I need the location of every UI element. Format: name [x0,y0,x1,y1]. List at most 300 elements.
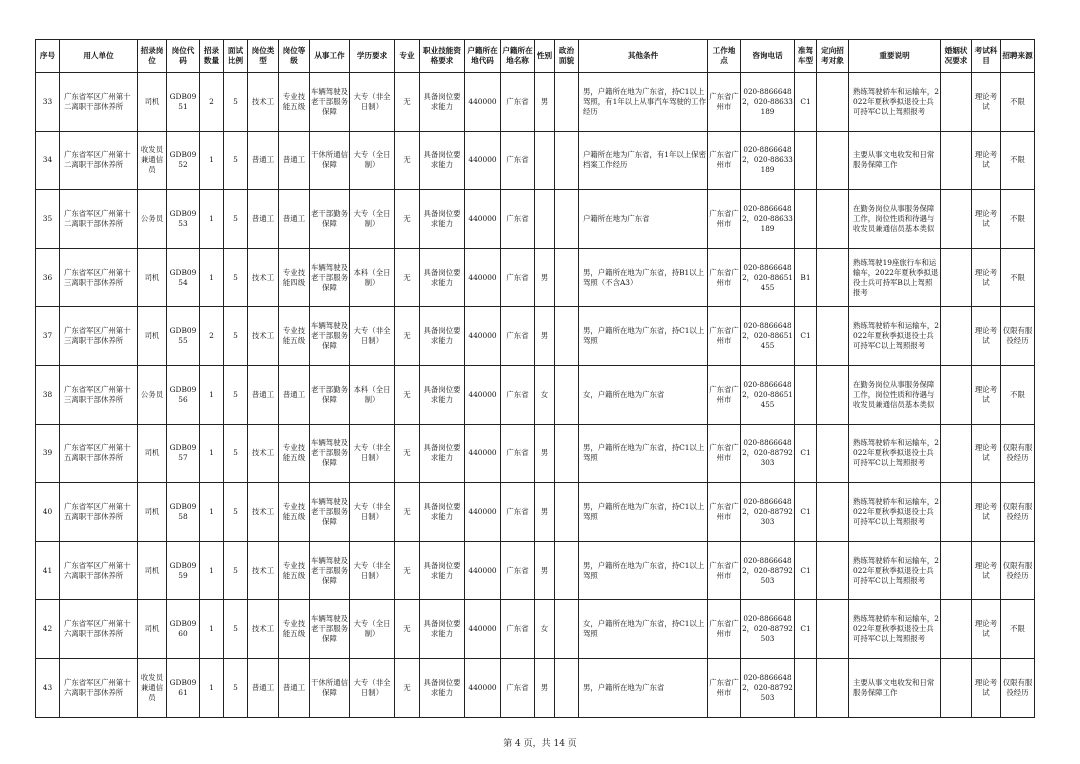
table-cell: 大专（非全日制） [350,483,395,542]
table-cell: 老干部勤务保障 [310,190,350,249]
table-cell: 广东省军区广州第十二离职干部休养所 [60,190,138,249]
table-cell: 女，户籍所在地为广东省 [579,365,708,424]
table-cell: 020-88666482，020-88633189 [741,73,795,132]
table-cell: 广东省广州市 [708,190,741,249]
table-cell: 2 [200,73,224,132]
table-cell: 户籍所在地为广东省 [579,190,708,249]
header-cell: 考试科目 [972,40,1001,73]
table-cell: GDB0954 [167,248,200,307]
table-cell: 020-88666482，020-88633189 [741,190,795,249]
table-cell: 广东省军区广州第十三离职干部休养所 [60,307,138,366]
table-cell: 男，户籍所在地为广东省，持C1以上驾照 [579,424,708,483]
table-cell: GDB0955 [167,307,200,366]
table-cell: 广东省 [501,600,535,659]
table-cell: 不限 [1001,248,1035,307]
table-cell: 技术工 [248,424,279,483]
table-cell: 男 [535,73,555,132]
table-cell: C1 [795,307,817,366]
table-row [36,424,1035,483]
table-cell: 车辆驾驶及老干部服务保障 [310,248,350,307]
table-cell: 广东省广州市 [708,483,741,542]
header-row [36,40,1035,73]
table-cell: 司机 [138,307,167,366]
table-cell: 5 [224,600,248,659]
table-row [36,248,1035,307]
table-cell: 男 [535,483,555,542]
table-cell: 5 [224,365,248,424]
table-cell [795,190,817,249]
table-cell: GDB0956 [167,365,200,424]
table-cell: 普通工 [248,131,279,190]
table-cell: 广东省军区广州第十二离职干部休养所 [60,73,138,132]
table-cell: 广东省广州市 [708,307,741,366]
table-cell: 1 [200,541,224,600]
table-cell: 广东省军区广州第十六离职干部休养所 [60,541,138,600]
table-cell: 技术工 [248,307,279,366]
table-row [36,73,1035,132]
header-cell: 户籍所在地代码 [465,40,501,73]
table-cell [941,248,972,307]
table-cell: 36 [36,248,60,307]
recruitment-table [35,39,1035,718]
table-cell [795,658,817,717]
table-cell: 理论考试 [972,483,1001,542]
table-cell: 具备岗位要求能力 [420,248,465,307]
table-cell [817,541,849,600]
table-cell: 无 [395,307,420,366]
table-cell: 5 [224,248,248,307]
header-cell: 定向招考对象 [817,40,849,73]
table-cell [817,307,849,366]
table-cell: 车辆驾驶及老干部服务保障 [310,307,350,366]
table-cell [555,190,579,249]
page-footer: 第 4 页，共 14 页 [503,739,577,749]
table-cell: 具备岗位要求能力 [420,131,465,190]
table-cell: 广东省广州市 [708,248,741,307]
table-cell: 5 [224,541,248,600]
table-cell: 440000 [465,658,501,717]
table-cell: 技术工 [248,73,279,132]
table-cell: 广东省广州市 [708,424,741,483]
table-cell: 1 [200,483,224,542]
table-cell: 大专（非全日制） [350,307,395,366]
table-cell [555,658,579,717]
header-cell: 岗位类型 [248,40,279,73]
table-cell: 公务员 [138,365,167,424]
table-cell [941,541,972,600]
table-cell: 技术工 [248,248,279,307]
table-cell: 440000 [465,307,501,366]
table-cell: 仅限有服役经历 [1001,658,1035,717]
table-cell: B1 [795,248,817,307]
table-cell: 男 [535,424,555,483]
table-cell: 女，户籍所在地为广东省，持C1以上驾照 [579,600,708,659]
table-cell: GDB0959 [167,541,200,600]
table-cell: 专业技能五级 [279,483,310,542]
table-cell: 无 [395,483,420,542]
header-cell: 性别 [535,40,555,73]
header-cell: 岗位等级 [279,40,310,73]
table-cell [817,73,849,132]
table-cell: 广东省军区广州第十六离职干部休养所 [60,658,138,717]
table-cell: 440000 [465,600,501,659]
table-cell: 男，户籍所在地为广东省，持C1以上驾照 [579,307,708,366]
table-cell: 无 [395,248,420,307]
table-cell [555,73,579,132]
table-cell: 理论考试 [972,248,1001,307]
table-cell: 在勤务岗位从事服务保障工作，岗位性质和待遇与收发员兼通信员基本类似 [849,190,941,249]
table-cell: 不限 [1001,131,1035,190]
table-cell: 普通工 [248,658,279,717]
table-cell: 无 [395,600,420,659]
table-cell: 广东省广州市 [708,541,741,600]
table-cell: 仅限有服役经历 [1001,541,1035,600]
table-cell [817,600,849,659]
table-cell [817,658,849,717]
table-cell: 具备岗位要求能力 [420,365,465,424]
table-cell: GDB0958 [167,483,200,542]
table-cell: 大专（非全日制） [350,73,395,132]
table-cell: 普通工 [248,190,279,249]
table-cell: 5 [224,190,248,249]
table-cell: 具备岗位要求能力 [420,600,465,659]
table-cell [555,600,579,659]
table-cell: 普通工 [279,658,310,717]
table-cell: 020-88666482，020-88792503 [741,541,795,600]
table-cell: 40 [36,483,60,542]
table-cell: 38 [36,365,60,424]
table-cell: 5 [224,424,248,483]
table-cell: 广东省 [501,483,535,542]
table-cell: C1 [795,541,817,600]
table-cell: 在勤务岗位从事服务保障工作，岗位性质和待遇与收发员兼通信员基本类似 [849,365,941,424]
table-cell: 专业技能五级 [279,307,310,366]
table-cell: 广东省军区广州第十五离职干部休养所 [60,483,138,542]
table-cell: 37 [36,307,60,366]
table-cell [941,365,972,424]
table-cell: 本科（全日制） [350,365,395,424]
table-cell [941,131,972,190]
table-cell: 熟练驾驶轿车和运输车，2022年夏秋季拟退役士兵可持军C以上驾照报考 [849,483,941,542]
table-cell: 大专（全日制） [350,131,395,190]
header-cell: 序号 [36,40,60,73]
table-row [36,307,1035,366]
table-cell: GDB0951 [167,73,200,132]
header-cell: 用人单位 [60,40,138,73]
table-cell: 女 [535,600,555,659]
table-cell [941,190,972,249]
table-cell: 普通工 [279,190,310,249]
table-cell: 普通工 [279,365,310,424]
table-cell: 5 [224,658,248,717]
table-cell: 技术工 [248,541,279,600]
table-cell: 司机 [138,424,167,483]
table-cell [555,307,579,366]
table-cell: GDB0961 [167,658,200,717]
header-cell: 招录岗位 [138,40,167,73]
table-cell: 主要从事文电收发和日常服务保障工作 [849,658,941,717]
table-cell: 广东省 [501,248,535,307]
table-cell: 车辆驾驶及老干部服务保障 [310,73,350,132]
table-cell [555,483,579,542]
table-cell [817,424,849,483]
table-cell: C1 [795,600,817,659]
table-cell: 广东省军区广州第十五离职干部休养所 [60,424,138,483]
table-cell: 熟练驾驶轿车和运输车，2022年夏秋季拟退役士兵可持军C以上驾照报考 [849,73,941,132]
table-cell: 020-88666482，020-88651455 [741,365,795,424]
header-cell: 招录数量 [200,40,224,73]
table-cell: GDB0957 [167,424,200,483]
table-cell: 男 [535,248,555,307]
table-cell: 广东省 [501,365,535,424]
table-cell [795,131,817,190]
table-cell: 020-88666482，020-88633189 [741,131,795,190]
table-cell: GDB0952 [167,131,200,190]
table-cell: 42 [36,600,60,659]
table-cell: 专业技能四级 [279,248,310,307]
table-cell: 大专（非全日制） [350,541,395,600]
table-cell [817,190,849,249]
table-cell: 男，户籍所在地为广东省，持C1以上驾照 [579,541,708,600]
table-cell: 专业技能五级 [279,600,310,659]
table-cell: 具备岗位要求能力 [420,190,465,249]
table-cell: 司机 [138,73,167,132]
table-row [36,658,1035,717]
table-cell: 车辆驾驶及老干部服务保障 [310,541,350,600]
table-cell: 熟练驾驶轿车和运输车，2022年夏秋季拟退役士兵可持军C以上驾照报考 [849,424,941,483]
table-row [36,600,1035,659]
table-cell: 440000 [465,73,501,132]
table-cell: 仅限有服役经历 [1001,424,1035,483]
table-cell: 无 [395,424,420,483]
table-cell [555,541,579,600]
table-cell [817,365,849,424]
header-cell: 岗位代码 [167,40,200,73]
table-cell [535,131,555,190]
header-cell: 户籍所在地名称 [501,40,535,73]
table-cell: 大专（非全日制） [350,658,395,717]
table-cell: 440000 [465,190,501,249]
table-cell: 车辆驾驶及老干部服务保障 [310,600,350,659]
table-cell: 广东省 [501,131,535,190]
table-cell: 广东省 [501,658,535,717]
table-cell: 无 [395,73,420,132]
header-cell: 其他条件 [579,40,708,73]
table-cell: 户籍所在地为广东省，有1年以上保密档案工作经历 [579,131,708,190]
table-cell: 020-88666482，020-88651455 [741,307,795,366]
table-cell [941,73,972,132]
table-cell: 440000 [465,483,501,542]
table-cell: 广东省 [501,190,535,249]
table-cell: 大专（全日制） [350,600,395,659]
table-cell: 440000 [465,424,501,483]
table-cell: 5 [224,307,248,366]
table-cell: 收发员兼通信员 [138,658,167,717]
table-cell: 男 [535,307,555,366]
table-cell: 440000 [465,131,501,190]
table-cell: 不限 [1001,365,1035,424]
table-cell: 1 [200,131,224,190]
table-cell: 干休所通信保障 [310,658,350,717]
table-cell: 专业技能五级 [279,424,310,483]
table-cell: 理论考试 [972,307,1001,366]
table-cell: GDB0960 [167,600,200,659]
table-cell: 不限 [1001,73,1035,132]
table-cell: 车辆驾驶及老干部服务保障 [310,483,350,542]
table-cell: 理论考试 [972,131,1001,190]
table-cell: 老干部勤务保障 [310,365,350,424]
table-cell: 无 [395,541,420,600]
table-cell: 专业技能五级 [279,541,310,600]
table-cell: C1 [795,424,817,483]
table-cell: 主要从事文电收发和日常服务保障工作 [849,131,941,190]
table-cell: 广东省 [501,541,535,600]
header-cell: 专业 [395,40,420,73]
table-cell: 1 [200,658,224,717]
table-cell: 男 [535,658,555,717]
header-cell: 从事工作 [310,40,350,73]
table-cell: 司机 [138,600,167,659]
table-cell [555,424,579,483]
table-cell: 33 [36,73,60,132]
table-cell [941,424,972,483]
table-cell: 男，户籍所在地为广东省，持B1以上驾照（不含A3） [579,248,708,307]
table-cell: 广东省 [501,424,535,483]
header-cell: 政治面貌 [555,40,579,73]
table-cell: 理论考试 [972,541,1001,600]
table-cell: 1 [200,600,224,659]
table-cell: 无 [395,131,420,190]
table-cell: 普通工 [279,131,310,190]
header-cell: 重要说明 [849,40,941,73]
table-cell: 广东省广州市 [708,131,741,190]
table-cell: 广东省广州市 [708,73,741,132]
header-cell: 准驾车型 [795,40,817,73]
table-cell: 1 [200,365,224,424]
table-cell: 无 [395,658,420,717]
table-cell: 具备岗位要求能力 [420,307,465,366]
table-cell: 440000 [465,365,501,424]
table-cell [817,131,849,190]
table-cell: 5 [224,483,248,542]
table-cell: 熟练驾驶19座旅行车和运输车，2022年夏秋季拟退役士兵可持军B以上驾照报考 [849,248,941,307]
table-cell: 5 [224,131,248,190]
table-cell: 女 [535,365,555,424]
table-cell: 专业技能五级 [279,73,310,132]
table-cell: 普通工 [248,365,279,424]
table-cell: 广东省 [501,73,535,132]
table-cell: 司机 [138,483,167,542]
table-cell [941,600,972,659]
table-cell [941,658,972,717]
table-cell: 广东省军区广州第十二离职干部休养所 [60,131,138,190]
table-row [36,483,1035,542]
table-cell [555,365,579,424]
table-cell: 理论考试 [972,658,1001,717]
table-cell: 男 [535,541,555,600]
header-cell: 咨询电话 [741,40,795,73]
table-cell: 公务员 [138,190,167,249]
table-cell [535,190,555,249]
table-cell: 仅限有服役经历 [1001,483,1035,542]
table-cell: 440000 [465,541,501,600]
table-cell: 男，户籍所在地为广东省 [579,658,708,717]
table-cell: 1 [200,424,224,483]
table-cell: 5 [224,73,248,132]
header-cell: 工作地点 [708,40,741,73]
table-cell [555,248,579,307]
table-cell: 020-88666482，020-88792503 [741,658,795,717]
table-cell: 广东省军区广州第十三离职干部休养所 [60,248,138,307]
table-cell: 020-88666482，020-88792503 [741,600,795,659]
table-cell: 车辆驾驶及老干部服务保障 [310,424,350,483]
table-cell: 仅限有服役经历 [1001,307,1035,366]
table-cell: 理论考试 [972,73,1001,132]
table-cell: 34 [36,131,60,190]
table-cell: 无 [395,365,420,424]
table-cell: 广东省广州市 [708,365,741,424]
table-cell: 技术工 [248,600,279,659]
table-cell: 广东省 [501,307,535,366]
table-cell [555,131,579,190]
table-cell: 收发员兼通信员 [138,131,167,190]
table-cell: 41 [36,541,60,600]
table-row [36,541,1035,600]
table-cell: 熟练驾驶轿车和运输车，2022年夏秋季拟退役士兵可持军C以上驾照报考 [849,541,941,600]
table-cell: 43 [36,658,60,717]
table-cell: 广东省军区广州第十六离职干部休养所 [60,600,138,659]
table-cell: 干休所通信保障 [310,131,350,190]
table-cell: 男，户籍所在地为广东省，持C1以上驾照，有1年以上从事汽车驾驶的工作经历 [579,73,708,132]
table-row [36,190,1035,249]
header-cell: 学历要求 [350,40,395,73]
table-cell: 39 [36,424,60,483]
table-cell [941,307,972,366]
table-cell: 不限 [1001,190,1035,249]
table-cell [795,365,817,424]
table-cell: 不限 [1001,600,1035,659]
table-cell: 理论考试 [972,190,1001,249]
table-cell [817,248,849,307]
table-cell: 020-88666482，020-88792303 [741,424,795,483]
table-cell: 熟练驾驶轿车和运输车，2022年夏秋季拟退役士兵可持军C以上驾照报考 [849,307,941,366]
table-cell: 大专（全日制） [350,190,395,249]
table-cell: C1 [795,73,817,132]
table-cell: GDB0953 [167,190,200,249]
table-cell: 理论考试 [972,365,1001,424]
table-cell: 440000 [465,248,501,307]
table-cell: 熟练驾驶轿车和运输车，2022年夏秋季拟退役士兵可持军C以上驾照报考 [849,600,941,659]
table-cell: 020-88666482，020-88792303 [741,483,795,542]
table-cell: 广东省广州市 [708,658,741,717]
table-cell: 广东省广州市 [708,600,741,659]
header-cell: 职业技能资格要求 [420,40,465,73]
table-cell: 1 [200,248,224,307]
table-row [36,365,1035,424]
table-cell: 具备岗位要求能力 [420,483,465,542]
table-cell: 理论考试 [972,600,1001,659]
header-cell: 婚姻状况要求 [941,40,972,73]
table-cell: 具备岗位要求能力 [420,73,465,132]
table-cell: 理论考试 [972,424,1001,483]
table-cell: 本科（全日制） [350,248,395,307]
table-cell: C1 [795,483,817,542]
table-cell: 广东省军区广州第十三离职干部休养所 [60,365,138,424]
table-cell: 技术工 [248,483,279,542]
table-cell: 无 [395,190,420,249]
table-cell [941,483,972,542]
table-cell: 1 [200,190,224,249]
